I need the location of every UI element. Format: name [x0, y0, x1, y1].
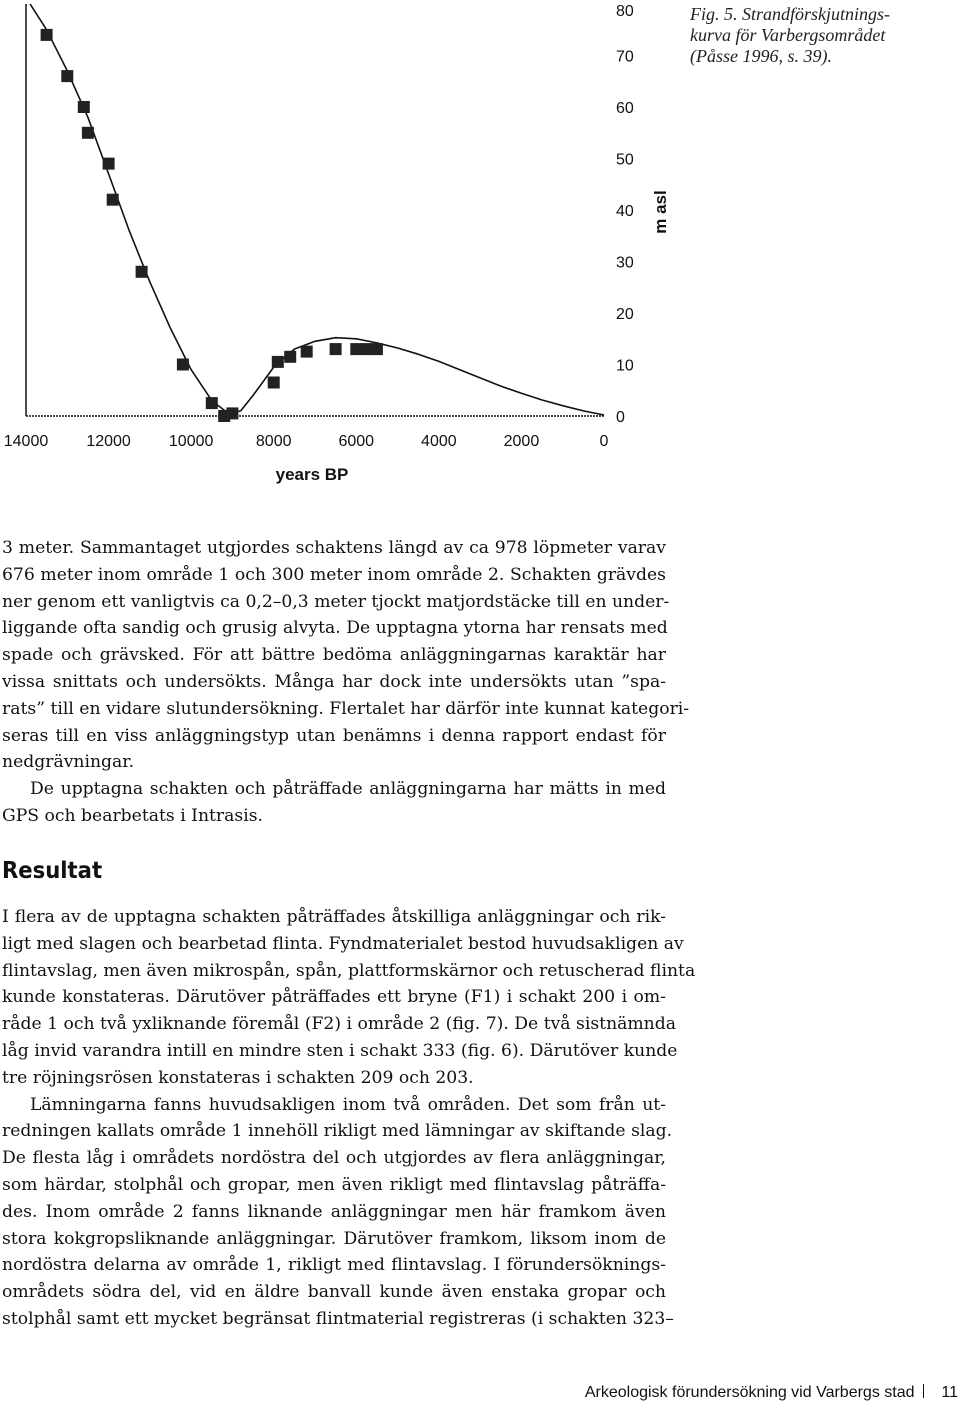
data-points: [41, 29, 383, 422]
text-line: 676 meter inom område 1 och 300 meter inom område 2. Schakten grävdes: [2, 564, 666, 585]
text-line: som härdar, stolphål och gropar, men även rikligt med flintavslag påträffa-: [2, 1174, 666, 1195]
y-tick-labels: [616, 3, 634, 426]
data-point: [107, 194, 119, 206]
data-point: [226, 407, 238, 419]
data-point: [361, 343, 373, 355]
text-line: råde 1 och två yxliknande föremål (F2) i område 2 (fig. 7). De två sistnämnda: [2, 1014, 676, 1035]
text-line: De flesta låg i områdets nordöstra del och utgjordes av flera anläggningar,: [2, 1148, 666, 1169]
text-line: rats” till en vidare slutundersökning. Flertalet har därför inte kunnat kategori-: [2, 698, 690, 719]
y-tick-label: 0: [616, 409, 625, 426]
footer-title: Arkeologisk förundersökning vid Varbergs stad: [584, 1384, 915, 1401]
section-heading: Resultat: [2, 858, 103, 884]
footer-separator: [923, 1384, 925, 1398]
text-line: vissa snittats och undersökts. Många har dock inte undersökts utan ”spa-: [2, 671, 666, 692]
x-tick-label: 12000: [86, 433, 131, 450]
data-point: [371, 343, 383, 355]
x-axis-title: years BP: [275, 465, 349, 484]
y-tick-label: 70: [616, 48, 634, 66]
text-line: Lämningarna fanns huvudsakligen inom två områden. Det som från ut-: [30, 1094, 666, 1115]
text-line: stolphål samt ett mycket begränsat flintmaterial registreras (i schakten 323–: [2, 1308, 674, 1329]
text-line: redningen kallats område 1 innehöll rikligt med lämningar av skiftande slag.: [2, 1121, 673, 1142]
data-point: [272, 356, 284, 368]
page-number: 11: [941, 1384, 958, 1401]
paragraph-method: [2, 535, 690, 830]
y-tick-label: 10: [616, 357, 634, 375]
text-line: ner genom ett vanligtvis ca 0,2–0,3 meter tjockt matjordstäcke till en under-: [2, 591, 670, 612]
data-point: [61, 70, 73, 82]
data-point: [206, 397, 218, 409]
text-line: områdets södra del, vid en äldre banvall kunde även enstaka gropar och: [2, 1282, 666, 1303]
x-tick-label: 2000: [503, 433, 540, 450]
data-point: [136, 266, 148, 278]
text-line: I flera av de upptagna schakten påträffades åtskilliga anläggningar och rik-: [2, 907, 666, 927]
caption-line: (Påsse 1996, s. 39).: [690, 46, 832, 66]
data-point: [103, 158, 115, 170]
data-point: [41, 29, 53, 41]
y-tick-label: 40: [616, 203, 634, 220]
y-tick-label: 20: [616, 306, 634, 323]
data-point: [350, 343, 362, 355]
data-point: [268, 377, 280, 389]
x-tick-label: 6000: [338, 433, 375, 450]
caption-line: Fig. 5. Strandförskjutnings-: [690, 4, 891, 24]
data-point: [82, 127, 94, 139]
chart-svg: [0, 0, 680, 500]
text-line: låg invid varandra intill en mindre sten i schakt 333 (fig. 6). Därutöver kunde: [2, 1040, 678, 1061]
figure-caption: [690, 4, 950, 67]
x-tick-label: 0: [599, 433, 609, 450]
x-tick-label: 4000: [421, 433, 457, 450]
text-line: tre röjningsrösen konstateras i schakten 209 och 203.: [2, 1067, 474, 1088]
y-tick-label: 80: [616, 3, 634, 20]
paragraph-results: [2, 904, 696, 1333]
chart-axes: [26, 4, 604, 416]
text-line: 3 meter. Sammantaget utgjordes schaktens längd av ca 978 löpmeter varav: [2, 538, 666, 558]
y-tick-label: 50: [616, 151, 634, 169]
text-line: ligt med slagen och bearbetad flinta. Fyndmaterialet bestod huvudsakligen av: [2, 933, 684, 954]
data-point: [284, 351, 296, 363]
text-line: nedgrävningar.: [2, 752, 135, 773]
caption-line: kurva för Varbergsområdet: [690, 25, 886, 45]
x-tick-labels: [4, 433, 609, 450]
text-line: spade och grävsked. För att bättre bedöma anläggningarnas karaktär har: [2, 645, 666, 666]
text-line: kunde konstateras. Därutöver påträffades ett bryne (F1) i schakt 200 i om-: [2, 987, 666, 1008]
curve-line: [30, 4, 604, 415]
x-tick-label: 8000: [255, 433, 292, 450]
page-footer: [585, 1384, 932, 1402]
text-line: stora kokgropsliknande anläggningar. Därutöver framkom, liksom inom de: [2, 1228, 666, 1249]
text-line: De upptagna schakten och påträffade anläggningarna har mätts in med: [30, 779, 666, 800]
shoreline-curve: [30, 4, 604, 415]
data-point: [78, 101, 90, 113]
y-tick-label: 30: [616, 254, 634, 272]
text-line: GPS och bearbetats i Intrasis.: [2, 805, 263, 826]
text-line: liggande ofta sandig och grusig alvyta. De upptagna ytorna har rensats med: [2, 618, 668, 639]
x-tick-label: 10000: [168, 433, 214, 450]
text-line: flintavslag, men även mikrospån, spån, plattformskärnor och retuscherad flinta: [2, 960, 696, 981]
text-line: des. Inom område 2 fanns liknande anläggningar men här framkom även: [2, 1201, 666, 1222]
data-point: [301, 346, 313, 358]
data-point: [177, 359, 189, 371]
text-line: seras till en viss anläggningstyp utan benämns i denna rapport endast för: [2, 725, 666, 746]
y-tick-label: 60: [616, 100, 634, 117]
sea-level-chart: [0, 0, 680, 500]
text-line: nordöstra delarna av område 1, rikligt med flintavslag. I förundersöknings-: [2, 1255, 666, 1276]
y-axis-title: m asl: [651, 190, 670, 234]
x-tick-label: 14000: [3, 433, 49, 450]
data-point: [330, 343, 342, 355]
